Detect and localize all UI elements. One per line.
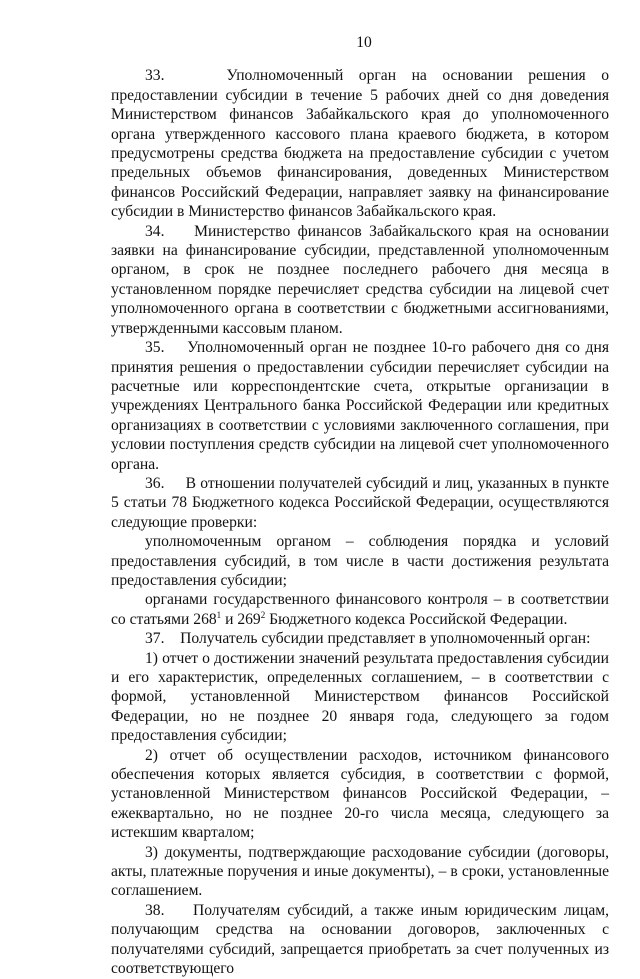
paragraph-number: 33. bbox=[145, 67, 165, 85]
paragraph-text: 1) отчет о достижении значений результата предоставления субсидии и его характеристик, определенных соглашением, – в соответствии с формой, установленной Министерством финансов Российской Федерации, но не позднее 20 января года, следующего за годом предоставления субсидии; bbox=[111, 649, 609, 745]
paragraph-text-mid: и 269 bbox=[221, 610, 261, 628]
paragraph-text: Получатель субсидии представляет в уполномоченный орган: bbox=[180, 630, 591, 648]
paragraph-text: Уполномоченный орган не позднее 10-го рабочего дня со дня принятия решения о предоставлении субсидии перечисляет субсидии на расчетные или корреспондентские счета, открытые организации в учреждениях Центрального банка Российской Федерации или кредитных организациях в соответствии с условиями заключенного соглашения, при условии поступления средств субсидии на лицевой счет уполномоченного органа. bbox=[111, 339, 609, 473]
paragraph-37-item-2 bbox=[111, 746, 609, 843]
paragraph-36-check-financial-control bbox=[111, 590, 609, 629]
paragraph-text: Уполномоченный орган на основании решения о предоставлении субсидии в течение 5 рабочих дней со дня доведения Министерством финансов Забайкальского края до уполномоченного органа утвержденного кассового плана краевого бюджета, в котором предусмотрены средства бюджета на предоставление субсидии с учетом предельных объемов финансирования, доведенных Министерством финансов Российский Федерации, направляет заявку на финансирование субсидии в Министерство финансов Забайкальского края. bbox=[111, 67, 610, 221]
paragraph-38 bbox=[111, 901, 609, 979]
paragraph-number: 34. bbox=[145, 222, 165, 240]
paragraph-36 bbox=[111, 474, 609, 532]
superscript-2: 2 bbox=[260, 609, 266, 620]
paragraph-text-before: органами государственного финансового контроля – в соответствии со статьями 268 bbox=[111, 591, 609, 628]
paragraph-text: Министерство финансов Забайкальского края на основании заявки на финансирование субсидии, представленной уполномоченным органом, в срок не позднее последнего рабочего дня месяца в установленном порядке перечисляет средства субсидии на лицевой счет уполномоченного органа в соответствии с бюджетными ассигнованиями, утвержденными кассовым планом. bbox=[111, 222, 609, 337]
paragraph-33 bbox=[111, 66, 609, 221]
paragraph-text: уполномоченным органом – соблюдения порядка и условий предоставления субсидий, в том числе в части достижения результата предоставления субсидии; bbox=[111, 533, 609, 589]
paragraph-34 bbox=[111, 222, 609, 338]
paragraph-text: 3) документы, подтверждающие расходование субсидии (договоры, акты, платежные поручения и иные документы), – в сроки, установленные соглашением. bbox=[111, 843, 609, 900]
paragraph-text: В отношении получателей субсидий и лиц, указанных в пункте 5 статьи 78 Бюджетного кодекса Российской Федерации, осуществляются следующие проверки: bbox=[111, 474, 610, 531]
paragraph-text-after: Бюджетного кодекса Российской Федерации. bbox=[265, 610, 568, 628]
paragraph-text: Получателям субсидий, а также иным юридическим лицам, получающим средства на основании договоров, заключенных с получателями субсидий, запрещается приобретать за счет полученных из соответствующего bbox=[111, 901, 610, 978]
paragraph-37-item-3 bbox=[111, 843, 609, 901]
page-number: 10 bbox=[356, 34, 372, 51]
paragraph-37 bbox=[111, 629, 609, 648]
paragraph-37-item-1 bbox=[111, 649, 609, 746]
paragraph-number: 35. bbox=[145, 339, 165, 357]
paragraph-36-check-authorized-body bbox=[111, 532, 609, 590]
paragraph-35 bbox=[111, 338, 609, 474]
superscript-1: 1 bbox=[216, 609, 222, 620]
paragraph-number: 38. bbox=[145, 901, 165, 919]
paragraph-number: 36. bbox=[145, 474, 165, 492]
paragraph-text: 2) отчет об осуществлении расходов, источником финансового обеспечения которых является субсидия, в соответствии с формой, установленной Министерством финансов Российской Федерации, – ежеквартально, но не позднее 20-го числа месяца, следующего за истекшим кварталом; bbox=[111, 746, 609, 842]
paragraph-number: 37. bbox=[145, 630, 165, 648]
